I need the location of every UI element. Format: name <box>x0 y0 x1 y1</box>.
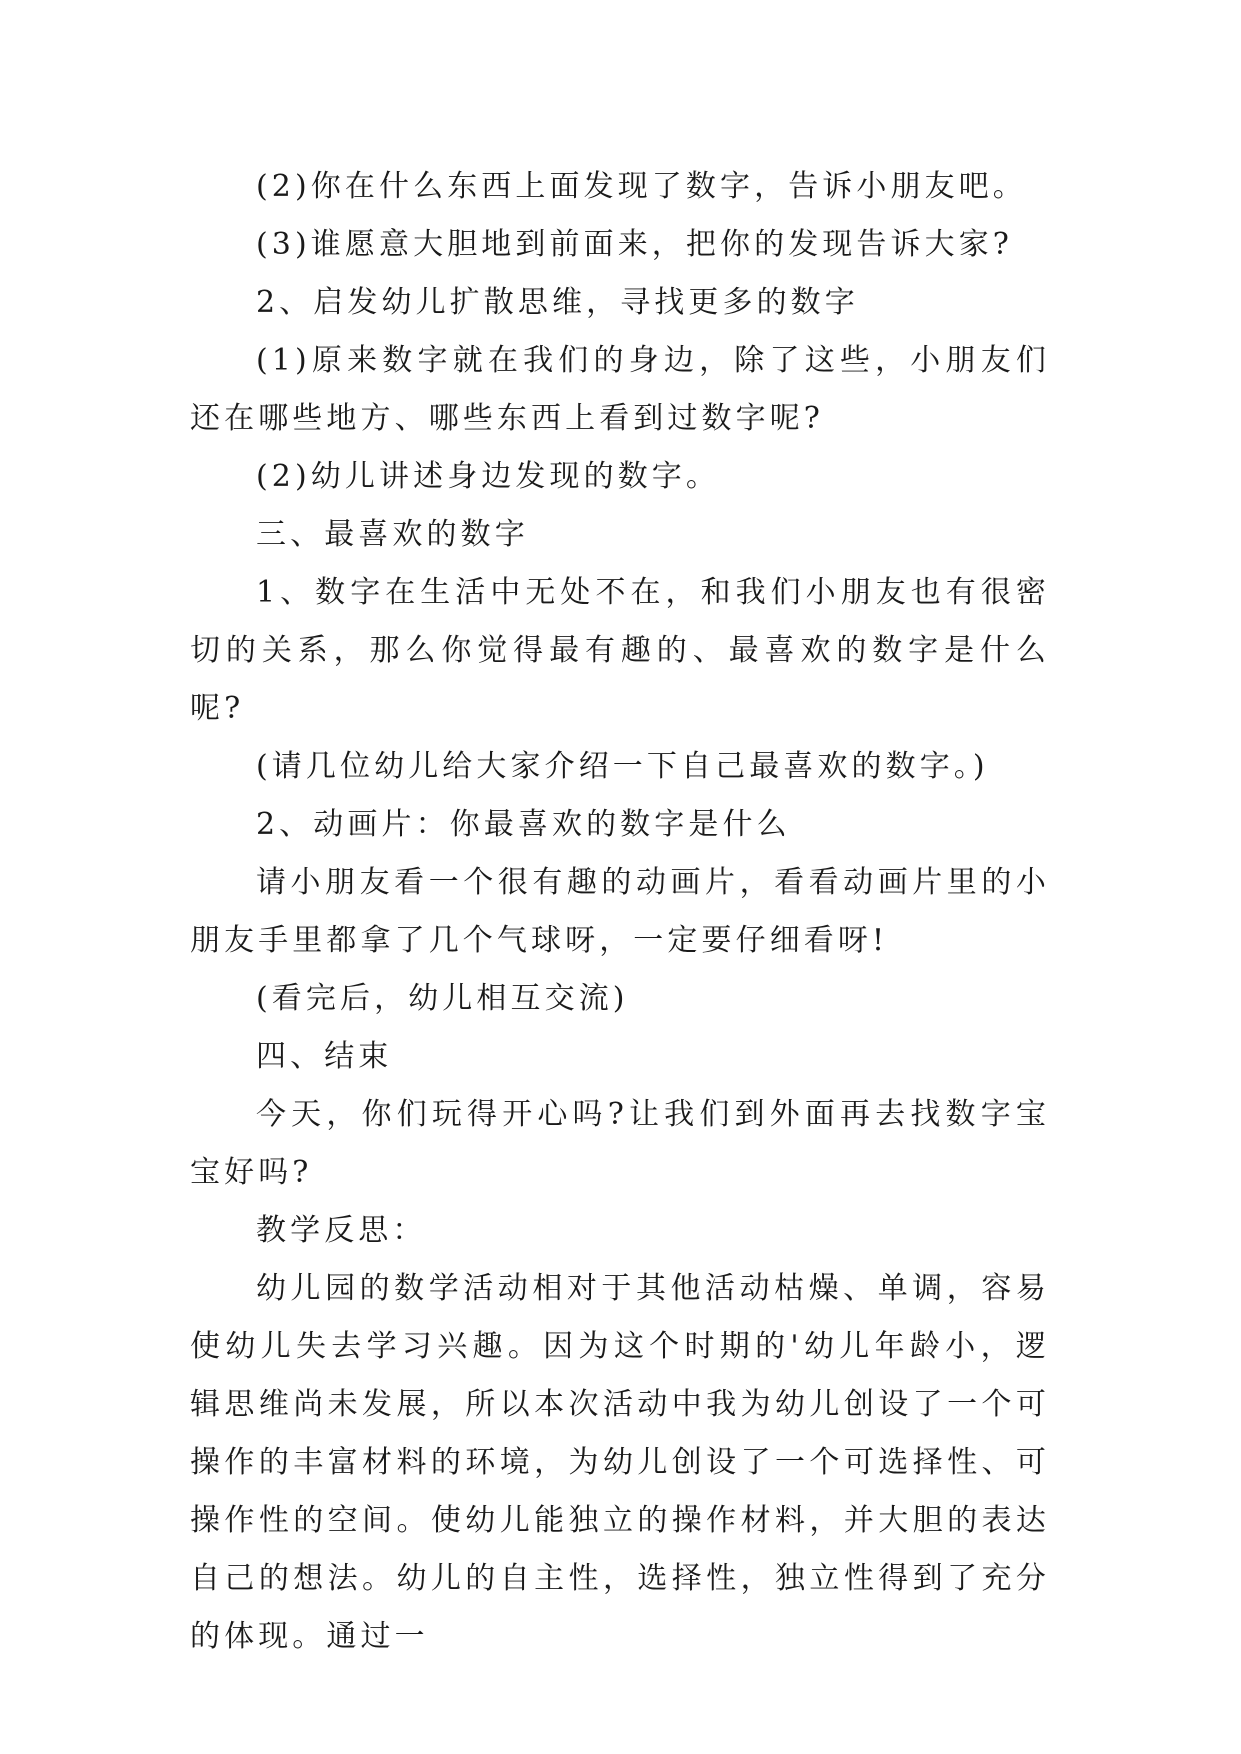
paragraph-13: 今天，你们玩得开心吗?让我们到外面再去找数字宝宝好吗? <box>190 1097 1050 1190</box>
paragraph-10: 请小朋友看一个很有趣的动画片，看看动画片里的小朋友手里都拿了几个气球呀，一定要仔细看呀! <box>190 865 1050 958</box>
paragraph-2: (3)谁愿意大胆地到前面来，把你的发现告诉大家? <box>256 227 1013 262</box>
paragraph-11: (看完后，幼儿相互交流) <box>256 981 629 1016</box>
paragraph-7: 1、数字在生活中无处不在，和我们小朋友也有很密切的关系，那么你觉得最有趣的、最喜欢的数字是什么呢? <box>190 575 1050 726</box>
section-heading-4: 四、结束 <box>256 1039 393 1074</box>
paragraph-9: 2、动画片：你最喜欢的数字是什么 <box>256 807 791 842</box>
paragraph-4: (1)原来数字就在我们的身边，除了这些，小朋友们还在哪些地方、哪些东西上看到过数字呢? <box>190 343 1050 436</box>
section-heading-3: 三、最喜欢的数字 <box>256 517 529 552</box>
reflection-heading: 教学反思： <box>256 1213 427 1248</box>
paragraph-1: (2)你在什么东西上面发现了数字，告诉小朋友吧。 <box>256 169 1027 204</box>
reflection-paragraph: 幼儿园的数学活动相对于其他活动枯燥、单调，容易使幼儿失去学习兴趣。因为这个时期的'幼儿年龄小，逻辑思维尚未发展，所以本次活动中我为幼儿创设了一个可操作的丰富材料的环境，为幼儿创设了一个可选择性、可操作性的空间。使幼儿能独立的操作材料，并大胆的表达自己的想法。幼儿的自主性，选择性，独立性得到了充分的体现。通过一 <box>190 1271 1050 1654</box>
document-body <box>190 158 1050 1666</box>
paragraph-5: (2)幼儿讲述身边发现的数字。 <box>256 459 720 494</box>
paragraph-8: (请几位幼儿给大家介绍一下自己最喜欢的数字。) <box>256 749 989 784</box>
paragraph-3: 2、启发幼儿扩散思维，寻找更多的数字 <box>256 285 859 320</box>
